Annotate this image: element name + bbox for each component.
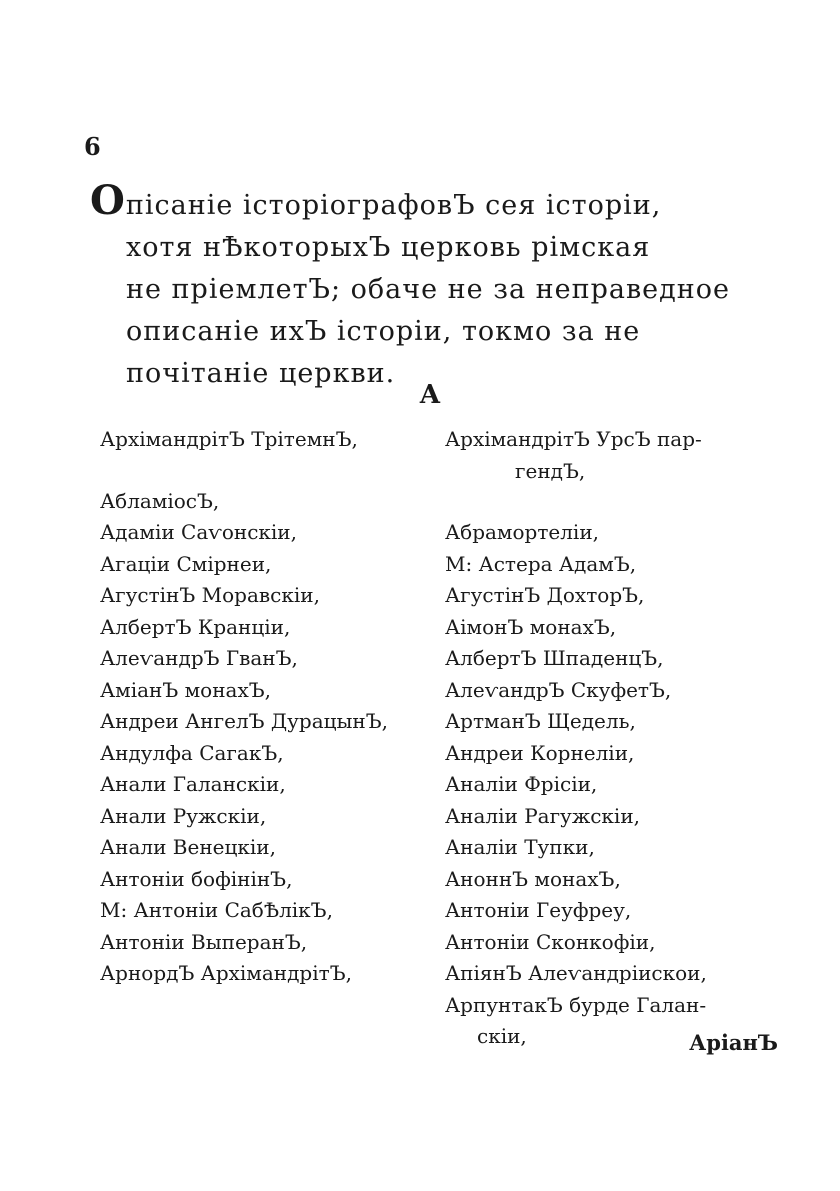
list-item: АімонЪ монахЪ, (445, 614, 617, 639)
list-item-continuation: гендЪ, (515, 458, 586, 483)
list-item: Антоніи Сконкофіи, (445, 929, 656, 954)
list-item: АноннЪ монахЪ, (445, 866, 621, 891)
page-number: 6 (84, 132, 101, 161)
list-item: АміанЪ монахЪ, (100, 677, 271, 702)
list-item: АгустінЪ Моравскіи, (100, 583, 320, 607)
list-item: АрхімандрітЪ УрсЪ пар- (445, 427, 702, 451)
list-item: АлбертЪ ШпаденцЪ, (445, 646, 664, 670)
list-item: Аналіи Фрісіи, (445, 772, 598, 796)
list-item: Анали Галанскіи, (100, 772, 286, 796)
list-item: Антоніи Геуфреу, (445, 898, 632, 922)
list-item: АрнордЪ АрхімандрітЪ, (100, 961, 352, 985)
list-item: Абрамортеліи, (445, 520, 600, 544)
list-item: Анали Венецкіи, (100, 835, 276, 859)
catchword: АріанЪ (689, 1030, 778, 1055)
heading-line-2: хотя нѢкоторыхЪ церковь рімская (126, 232, 651, 263)
list-item: АлеѵандрЪ ГванЪ, (100, 646, 298, 670)
heading-line-5: почітаніе церкви. (126, 358, 396, 389)
list-item: Аналіи Рагужскіи, (445, 803, 640, 828)
list-item: Агаціи Смірнеи, (100, 551, 272, 576)
list-item-continuation: скіи, (477, 1024, 527, 1048)
heading-line-1: Опісаніе історіографовЪ сея історіи, (90, 177, 662, 224)
list-item: АлбертЪ Кранціи, (100, 614, 291, 639)
list-item: Адаміи Саѵонскіи, (100, 520, 297, 544)
list-item: АбламіосЪ, (100, 488, 220, 513)
heading-line-3: не пріемлетЪ; обаче не за неправедное (126, 274, 731, 305)
list-item: АгустінЪ ДохторЪ, (445, 583, 645, 607)
list-item: АлеѵандрЪ СкуфетЪ, (445, 677, 672, 702)
left-column (100, 424, 440, 990)
section-letter: А (419, 380, 441, 410)
list-item: АпіянЪ Алеѵандріискои, (445, 961, 707, 985)
heading-line-4: описаніе ихЪ історіи, токмо за не (126, 316, 641, 347)
list-item: Антоніи бофінінЪ, (100, 866, 293, 891)
list-item: Андреи АнгелЪ ДурацынЪ, (100, 709, 388, 733)
list-item: М: Антоніи СабѢлікЪ, (100, 898, 333, 922)
list-item: Андреи Корнеліи, (445, 740, 635, 765)
right-column (445, 424, 785, 1053)
list-item: Андулфа СагакЪ, (100, 740, 284, 765)
drop-capital: О (90, 177, 126, 224)
list-item: Аналіи Тупки, (445, 835, 595, 859)
list-item: Анали Ружскіи, (100, 803, 267, 828)
list-item: М: Астера АдамЪ, (445, 551, 637, 576)
section-heading (90, 177, 780, 395)
list-item: АртманЪ Щедель, (445, 709, 636, 733)
list-item: Антоніи ВыперанЪ, (100, 929, 308, 954)
list-item: АрхімандрітЪ ТрітемнЪ, (100, 427, 358, 451)
list-item: АрпунтакЪ бурде Галан- (445, 992, 707, 1017)
